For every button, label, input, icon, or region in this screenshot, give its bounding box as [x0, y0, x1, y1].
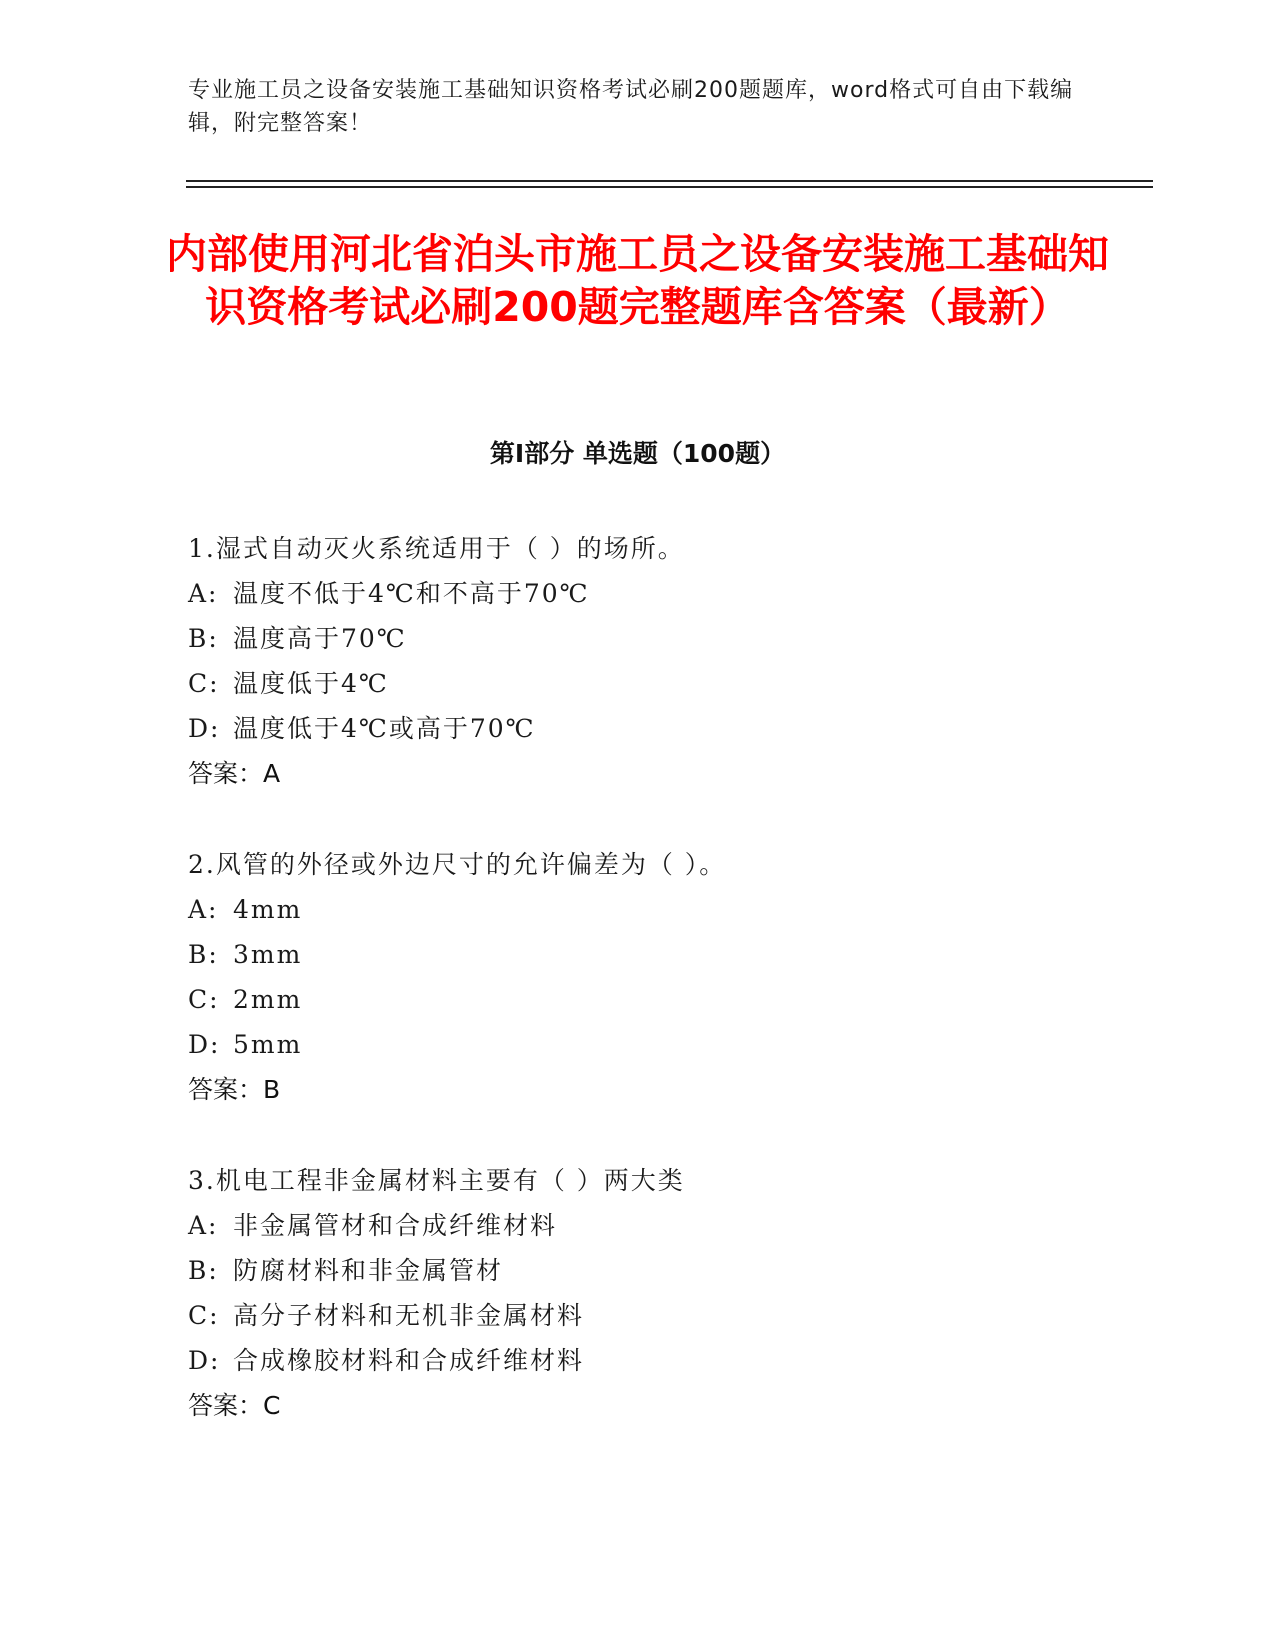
option-text: 5mm: [233, 1030, 303, 1059]
option-c: [188, 1293, 1138, 1338]
option-c: [188, 661, 1138, 706]
option-text: 高分子材料和无机非金属材料: [233, 1301, 585, 1330]
option-d: [188, 1022, 1138, 1067]
document-title: 内部使用河北省泊头市施工员之设备安装施工基础知识资格考试必刷200题完整题库含答案（最新）: [166, 230, 1109, 331]
question-stem: 1.湿式自动灭火系统适用于（ ）的场所。: [188, 534, 685, 563]
answer-label: 答案：: [188, 759, 264, 788]
option-text: 合成橡胶材料和合成纤维材料: [233, 1346, 585, 1375]
option-text: 温度高于70℃: [233, 624, 407, 653]
option-letter: D:: [188, 714, 221, 743]
option-letter: C:: [188, 669, 220, 698]
option-text: 温度低于4℃或高于70℃: [233, 714, 536, 743]
answer-value: B: [263, 1075, 281, 1104]
question-stem: 2.风管的外径或外边尺寸的允许偏差为（ ）。: [188, 850, 727, 879]
answer-line: [188, 1383, 1138, 1428]
question-2: [188, 842, 1138, 1112]
option-letter: A:: [188, 1211, 219, 1240]
answer-label: 答案：: [188, 1075, 264, 1104]
answer-value: A: [263, 759, 281, 788]
option-b: [188, 1248, 1138, 1293]
option-d: [188, 706, 1138, 751]
option-text: 防腐材料和非金属管材: [233, 1256, 504, 1285]
option-letter: C:: [188, 1301, 220, 1330]
option-letter: C:: [188, 985, 220, 1014]
option-letter: B:: [188, 940, 219, 969]
option-c: [188, 977, 1138, 1022]
header-divider-top: [186, 180, 1153, 182]
option-d: [188, 1338, 1138, 1383]
option-text: 3mm: [233, 940, 303, 969]
option-text: 非金属管材和合成纤维材料: [233, 1211, 558, 1240]
option-letter: D:: [188, 1030, 221, 1059]
option-letter: D:: [188, 1346, 221, 1375]
answer-label: 答案：: [188, 1391, 264, 1420]
option-b: [188, 932, 1138, 977]
option-text: 温度不低于4℃和不高于70℃: [233, 579, 590, 608]
header-divider-bottom: [186, 186, 1153, 188]
option-text: 2mm: [233, 985, 303, 1014]
option-letter: B:: [188, 1256, 219, 1285]
answer-value: C: [263, 1391, 281, 1420]
option-a: [188, 887, 1138, 932]
option-b: [188, 616, 1138, 661]
option-letter: A:: [188, 895, 219, 924]
option-a: [188, 571, 1138, 616]
question-list: [188, 526, 1138, 1474]
option-letter: B:: [188, 624, 219, 653]
option-text: 温度低于4℃: [233, 669, 389, 698]
option-letter: A:: [188, 579, 219, 608]
section-heading: 第I部分 单选题（100题）: [489, 439, 786, 468]
question-1: [188, 526, 1138, 796]
header-note: 专业施工员之设备安装施工基础知识资格考试必刷200题题库，word格式可自由下载编辑，附完整答案！: [188, 78, 1074, 136]
question-stem: 3.机电工程非金属材料主要有（ ）两大类: [188, 1166, 685, 1195]
answer-line: [188, 751, 1138, 796]
option-text: 4mm: [233, 895, 303, 924]
option-a: [188, 1203, 1138, 1248]
question-3: [188, 1158, 1138, 1428]
answer-line: [188, 1067, 1138, 1112]
